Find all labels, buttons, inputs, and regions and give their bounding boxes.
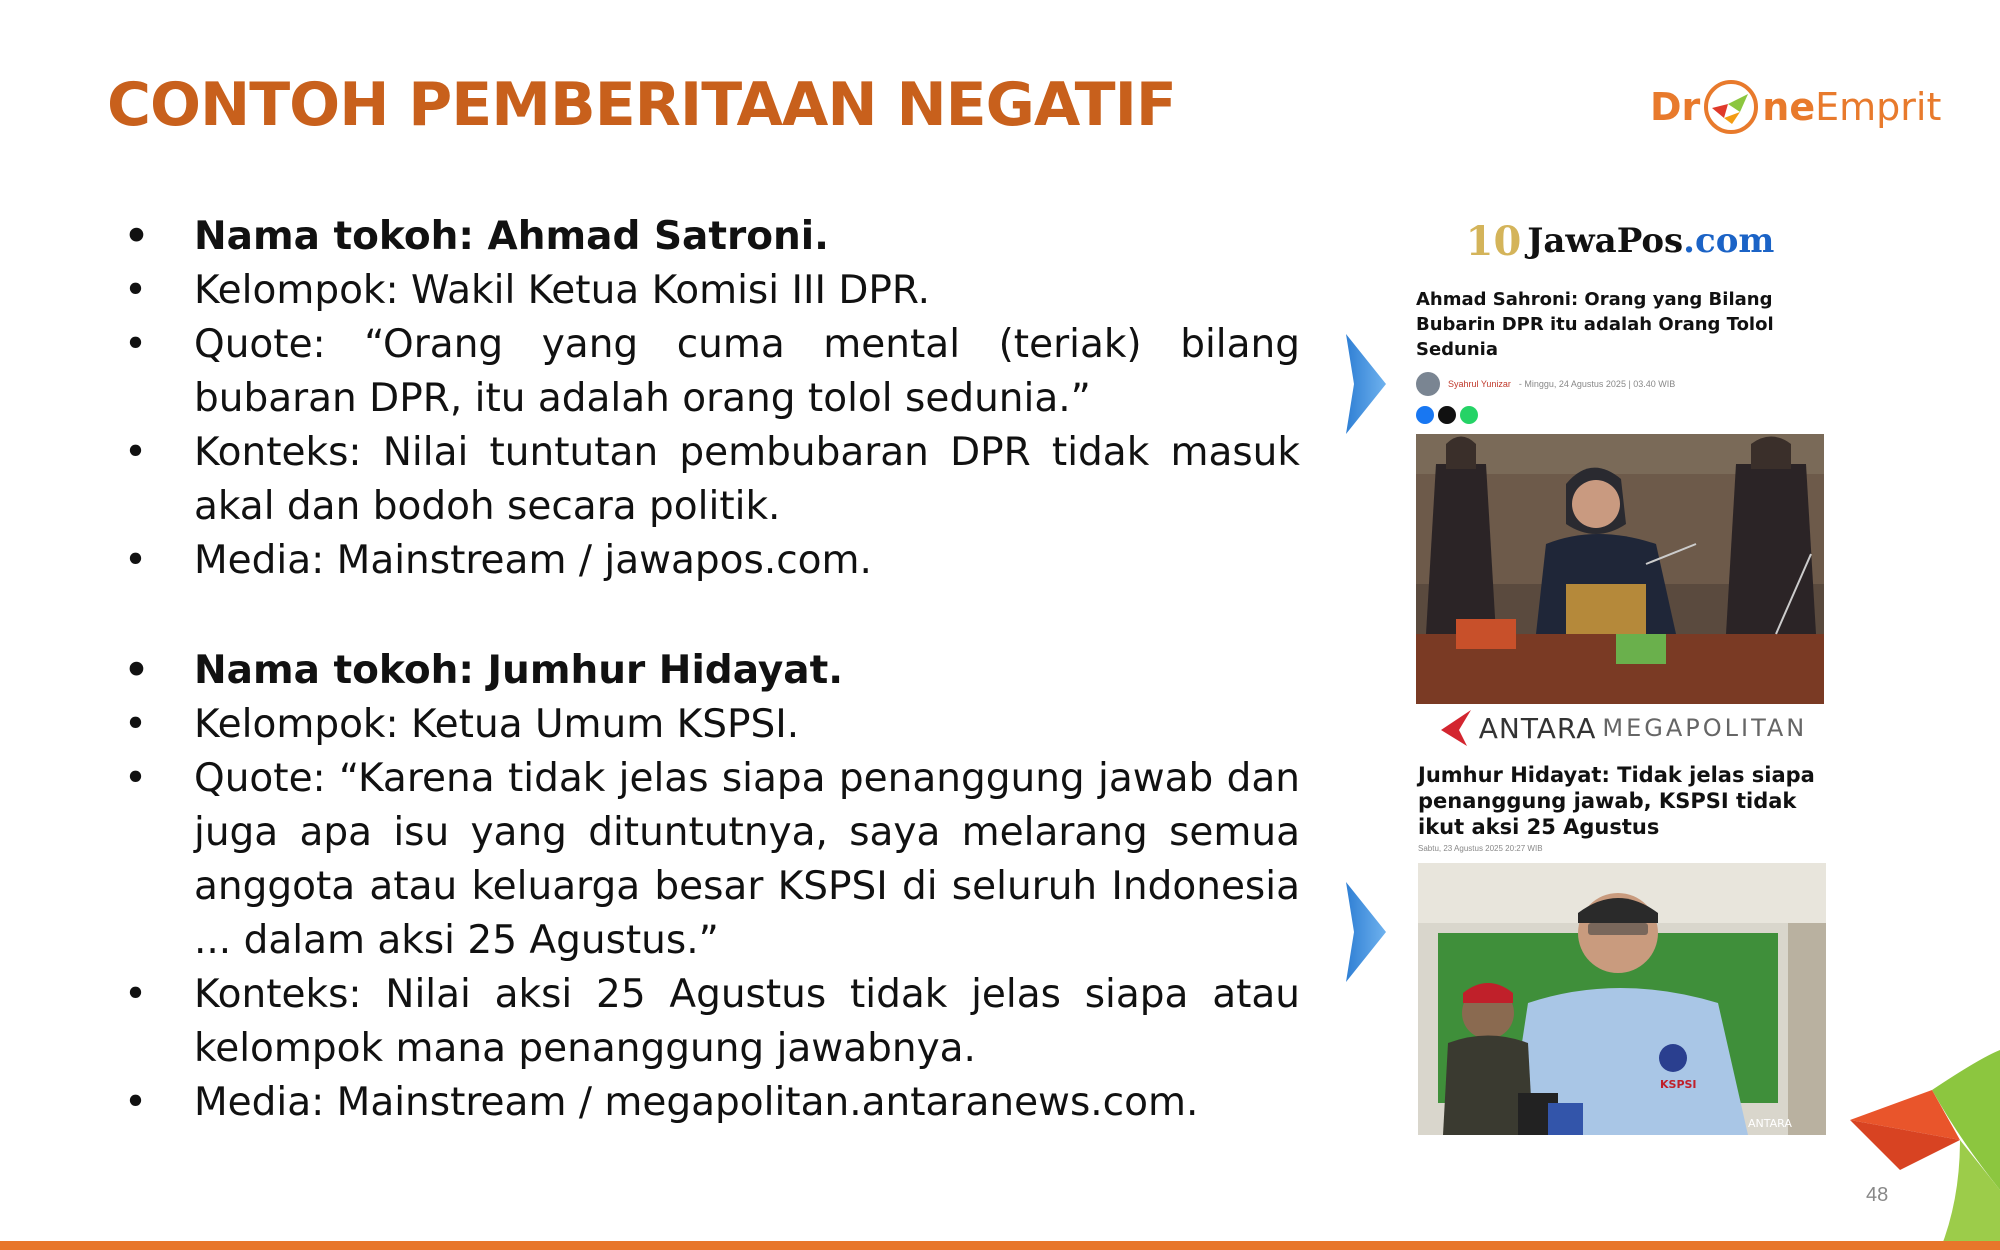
arrow-right-icon bbox=[1346, 882, 1386, 982]
antara-logo bbox=[1418, 700, 1826, 756]
bullet-item: • Kelompok: Ketua Umum KSPSI. bbox=[120, 698, 1300, 752]
article-headline: Jumhur Hidayat: Tidak jelas siapa penanggung jawab, KSPSI tidak ikut aksi 25 Agustus bbox=[1418, 763, 1815, 839]
jawapos-logo bbox=[1416, 215, 1824, 267]
news-card-antara bbox=[1418, 700, 1826, 1140]
bullet-content bbox=[120, 210, 1300, 1130]
antara-mark-icon bbox=[1437, 708, 1473, 748]
logo-text-empirit: Emprit bbox=[1815, 85, 1942, 129]
news-card-jawapos bbox=[1416, 215, 1824, 709]
jawapos-tld: .com bbox=[1683, 221, 1775, 261]
bullet-group-1 bbox=[120, 210, 1300, 588]
bullet-item: • Nama tokoh: Ahmad Satroni. bbox=[120, 210, 1300, 264]
bullet-item: • Konteks: Nilai aksi 25 Agustus tidak jelas siapa atau kelompok mana penanggung jawabnya. bbox=[120, 968, 1300, 1076]
decorative-leaf-shapes bbox=[1840, 1050, 2000, 1250]
drone-emprit-logo bbox=[1650, 72, 1941, 142]
x-icon bbox=[1438, 406, 1456, 424]
group-spacer bbox=[120, 588, 1300, 644]
bullet-item: • Konteks: Nilai tuntutan pembubaran DPR tidak masuk akal dan bodoh secara politik. bbox=[120, 426, 1300, 534]
article-photo-jumhur bbox=[1418, 863, 1826, 1135]
share-buttons bbox=[1416, 406, 1824, 424]
bullet-group-2 bbox=[120, 644, 1300, 1130]
article-photo-sahroni bbox=[1416, 434, 1824, 704]
jawapos-name: JawaPos bbox=[1527, 221, 1684, 261]
page-number: 48 bbox=[1866, 1184, 1889, 1206]
article-headline: Ahmad Sahroni: Orang yang Bilang Bubarin DPR itu adalah Orang Tolol Sedunia bbox=[1416, 289, 1774, 360]
slide-title: CONTOH PEMBERITAAN NEGATIF bbox=[107, 70, 1176, 140]
arrow-right-icon bbox=[1346, 334, 1386, 434]
jawapos-anniversary-mark: 10 bbox=[1465, 217, 1522, 265]
article-date: - Minggu, 24 Agustus 2025 | 03.40 WIB bbox=[1518, 379, 1676, 389]
bullet-item: • Nama tokoh: Jumhur Hidayat. bbox=[120, 644, 1300, 698]
bottom-accent-bar bbox=[0, 1241, 2000, 1250]
whatsapp-icon bbox=[1460, 406, 1478, 424]
article-byline bbox=[1416, 372, 1824, 396]
jawapos-wordmark bbox=[1527, 221, 1774, 261]
bullet-item: • Media: Mainstream / jawapos.com. bbox=[120, 534, 1300, 588]
bullet-item: • Kelompok: Wakil Ketua Komisi III DPR. bbox=[120, 264, 1300, 318]
author-avatar bbox=[1416, 372, 1440, 396]
drone-bird-icon bbox=[1702, 78, 1760, 136]
antara-wordmark: ANTARA bbox=[1478, 711, 1597, 745]
logo-text-ne: ne bbox=[1762, 85, 1816, 129]
author-name: Syahrul Yunizar bbox=[1448, 379, 1511, 389]
facebook-icon bbox=[1416, 406, 1434, 424]
logo-text-dr: Dr bbox=[1650, 85, 1701, 129]
bullet-item: • Media: Mainstream / megapolitan.antaranews.com. bbox=[120, 1076, 1300, 1130]
bullet-item: • Quote: “Karena tidak jelas siapa penanggung jawab dan juga apa isu yang dituntutnya, saya melarang semua anggota atau keluarga besar KSPSI di seluruh Indonesia ... dalam aksi 25 Agustus.” bbox=[120, 752, 1300, 968]
bullet-item: • Quote: “Orang yang cuma mental (teriak) bilang bubaran DPR, itu adalah orang tolol sedunia.” bbox=[120, 318, 1300, 426]
shirt-badge-text: KSPSI bbox=[1660, 1078, 1697, 1091]
antara-section: MEGAPOLITAN bbox=[1602, 714, 1808, 742]
photo-watermark: ANTARA bbox=[1748, 1117, 1792, 1130]
article-date: Sabtu, 23 Agustus 2025 20:27 WIB bbox=[1418, 844, 1543, 853]
